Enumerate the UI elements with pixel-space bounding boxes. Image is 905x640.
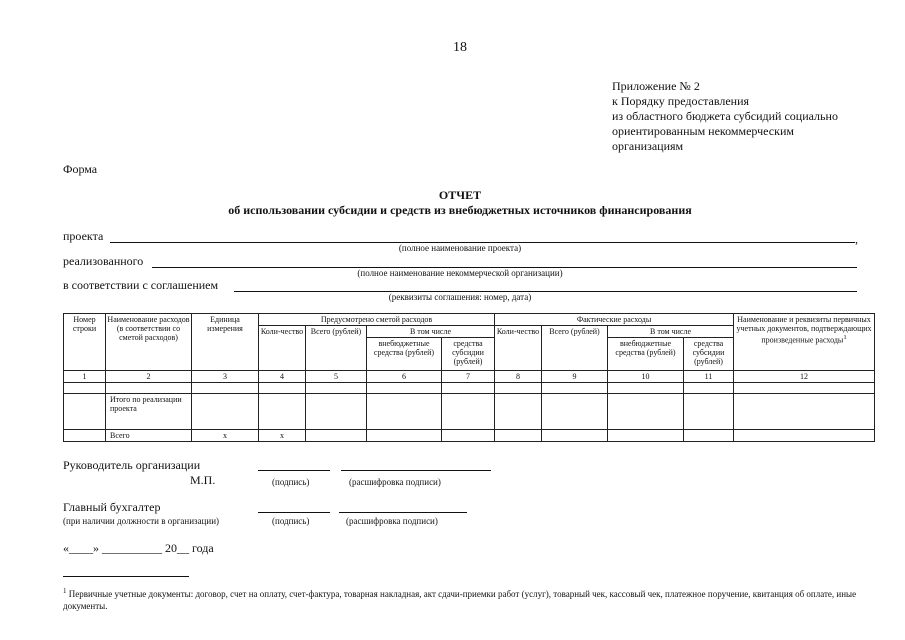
accountant-note: (при наличии должности в организации) (63, 516, 220, 526)
head-signature-line[interactable] (258, 470, 330, 471)
table-cell[interactable] (734, 394, 875, 430)
appendix-line: к Порядку предоставления (612, 94, 750, 108)
page-number: 18 (453, 40, 467, 55)
appendix-line: из областного бюджета субсидий социально (612, 109, 838, 123)
header-planned: Предусмотрено сметой расходов (259, 314, 495, 326)
table-cell[interactable] (442, 430, 495, 442)
project-comma: , (855, 232, 858, 246)
table-cell[interactable] (684, 383, 734, 394)
appendix-line: Приложение № 2 (612, 79, 700, 93)
header-actual-total: Всего (рублей) (542, 326, 608, 371)
header-documents-footnote-marker: 1 (843, 334, 847, 341)
header-row-number: Номер строки (64, 314, 106, 371)
column-number: 4 (259, 371, 306, 383)
table-cell[interactable] (542, 394, 608, 430)
column-number: 5 (306, 371, 367, 383)
accountant-signature-line[interactable] (258, 512, 330, 513)
table-cell[interactable] (192, 383, 259, 394)
head-decoding-hint: (расшифровка подписи) (349, 477, 441, 487)
column-number: 8 (495, 371, 542, 383)
footnote (63, 585, 863, 612)
column-number: 2 (106, 371, 192, 383)
footnote-marker: 1 (63, 587, 67, 595)
table-row-vsego (64, 430, 875, 442)
table-cell[interactable] (495, 394, 542, 430)
table-cell[interactable] (734, 383, 875, 394)
accountant-signature-hint: (подпись) (272, 516, 310, 526)
table-cell[interactable] (608, 430, 684, 442)
table-row-itogo (64, 394, 875, 430)
implemented-label: реализованного (63, 254, 144, 268)
column-number: 7 (442, 371, 495, 383)
table-cell[interactable] (64, 383, 106, 394)
table-cell[interactable] (542, 430, 608, 442)
report-table (63, 313, 875, 442)
table-cell[interactable] (442, 383, 495, 394)
x-mark: x (192, 430, 259, 442)
column-number: 6 (367, 371, 442, 383)
column-number: 12 (734, 371, 875, 383)
header-planned-extrabudget: внебюджетные средства (рублей) (367, 338, 442, 371)
date-line[interactable]: «____» __________ 20__ года (63, 541, 214, 555)
table-cell[interactable] (608, 383, 684, 394)
agreement-label: в соответствии с соглашением (63, 278, 219, 292)
itogo-label: Итого по реализации проекта (106, 394, 192, 430)
head-signature-hint: (подпись) (272, 477, 310, 487)
header-planned-qty: Коли-чество (259, 326, 306, 371)
header-actual-including: В том числе (608, 326, 734, 338)
header-expense-name: Наименование расходов (в соответствии со сметой расходов) (106, 314, 192, 371)
column-number: 1 (64, 371, 106, 383)
appendix-header (612, 79, 882, 154)
column-number: 3 (192, 371, 259, 383)
footnote-separator (63, 576, 189, 577)
x-mark: x (259, 430, 306, 442)
table-cell[interactable] (306, 430, 367, 442)
appendix-line: ориентированным некоммерческим (612, 124, 794, 138)
table-cell[interactable] (542, 383, 608, 394)
table-cell[interactable] (192, 394, 259, 430)
report-title (60, 188, 860, 218)
table-cell[interactable] (306, 394, 367, 430)
table-cell[interactable] (106, 383, 192, 394)
organization-hint: (полное наименование некоммерческой организации) (357, 268, 563, 278)
header-actual: Фактические расходы (495, 314, 734, 326)
header-actual-subsidy: средства субсидии (рублей) (684, 338, 734, 371)
head-decoding-line[interactable] (341, 470, 491, 471)
table-cell[interactable] (367, 394, 442, 430)
table-row-empty (64, 383, 875, 394)
stamp-label: М.П. (190, 473, 216, 487)
header-documents (734, 314, 875, 371)
header-actual-extrabudget: внебюджетные средства (рублей) (608, 338, 684, 371)
header-actual-qty: Коли-чество (495, 326, 542, 371)
project-hint: (полное наименование проекта) (398, 243, 522, 253)
column-number: 9 (542, 371, 608, 383)
table-cell[interactable] (259, 394, 306, 430)
table-cell[interactable] (367, 430, 442, 442)
table-cell[interactable] (495, 383, 542, 394)
table-cell[interactable] (306, 383, 367, 394)
column-number: 10 (608, 371, 684, 383)
header-planned-including: В том числе (367, 326, 495, 338)
table-cell[interactable] (608, 394, 684, 430)
accountant-decoding-line[interactable] (339, 512, 467, 513)
table-cell[interactable] (495, 430, 542, 442)
table-cell[interactable] (734, 430, 875, 442)
header-planned-subsidy: средства субсидии (рублей) (442, 338, 495, 371)
agreement-hint: (реквизиты соглашения: номер, дата) (388, 292, 532, 302)
vsego-label: Всего (106, 430, 192, 442)
head-label: Руководитель организации (63, 458, 201, 472)
accountant-decoding-hint: (расшифровка подписи) (346, 516, 438, 526)
header-unit: Единица измерения (192, 314, 259, 371)
project-label: проекта (63, 229, 104, 243)
report-subheading: об использовании субсидии и средств из внебюджетных источников финансирования (228, 203, 692, 217)
column-number: 11 (684, 371, 734, 383)
footnote-text: Первичные учетные документы: договор, счет на оплату, счет-фактура, товарная накладная, акт сдачи-приемки работ (услуг), товарный чек, кассовый чек, платежное поручение, квитанция об оплате, иные документы. (63, 589, 857, 611)
table-cell[interactable] (64, 430, 106, 442)
table-cell[interactable] (684, 430, 734, 442)
appendix-line: организациям (612, 139, 684, 153)
accountant-label: Главный бухгалтер (63, 500, 161, 514)
table-cell[interactable] (684, 394, 734, 430)
table-cell[interactable] (367, 383, 442, 394)
form-label: Форма (63, 162, 98, 176)
table-cell[interactable] (259, 383, 306, 394)
header-planned-total: Всего (рублей) (306, 326, 367, 371)
table-cell[interactable] (442, 394, 495, 430)
table-cell[interactable] (64, 394, 106, 430)
header-documents-text: Наименование и реквизиты первичных учетных документов, подтверждающих произведенные расходы (736, 315, 872, 345)
report-heading: ОТЧЕТ (438, 188, 482, 202)
